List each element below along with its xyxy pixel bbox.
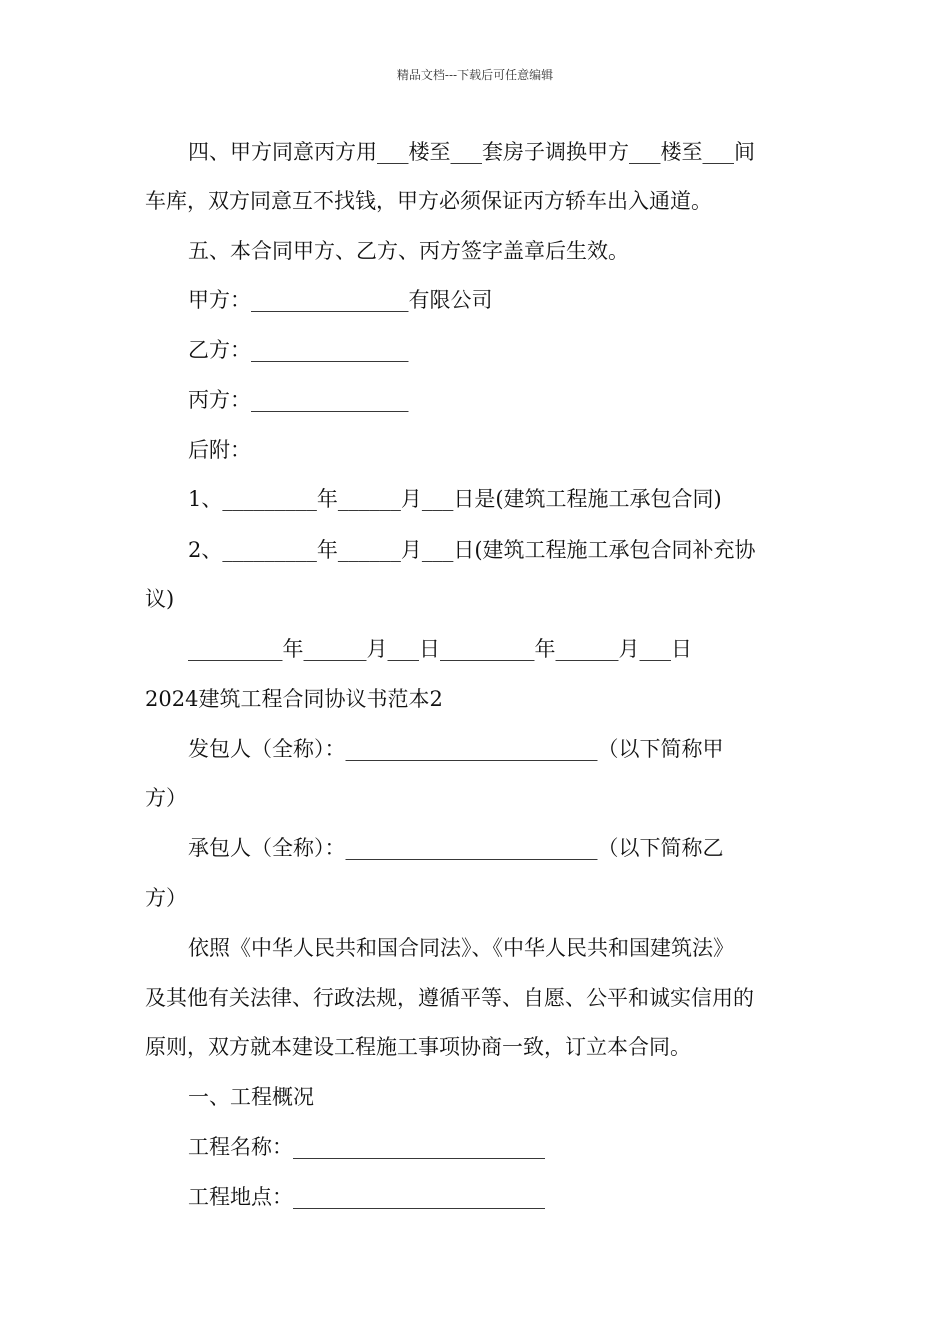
employer-line: 发包人（全称）：________________________（以下简称甲 (188, 737, 724, 761)
clause-4-line-2: 车库，双方同意互不找钱，甲方必须保证丙方轿车出入通道。 (145, 189, 712, 213)
contractor-line: 承包人（全称）：________________________（以下简称乙 (188, 836, 724, 860)
signature-dates: _________年______月___日_________年______月___日 (188, 637, 692, 661)
clause-4-line-1: 四、甲方同意丙方用___楼至___套房子调换甲方___楼至___间 (188, 140, 755, 164)
appendix-item-2: 2、_________年______月___日(建筑工程施工承包合同补充协 (188, 538, 756, 562)
section-title: 2024建筑工程合同协议书范本2 (145, 687, 443, 711)
section-1-heading: 一、工程概况 (188, 1085, 314, 1109)
clause-5: 五、本合同甲方、乙方、丙方签字盖章后生效。 (188, 239, 629, 263)
project-location-field: 工程地点：________________________ (188, 1185, 545, 1209)
preamble-line-1: 依照《中华人民共和国合同法》、《中华人民共和国建筑法》 (188, 936, 734, 960)
appendix-label: 后附： (188, 438, 251, 462)
party-a-signature: 甲方：_______________有限公司 (188, 288, 493, 312)
party-b-signature: 乙方：_______________ (188, 338, 409, 362)
appendix-item-1: 1、_________年______月___日是(建筑工程施工承包合同) (188, 487, 722, 511)
employer-line-cont: 方） (145, 786, 187, 810)
preamble-line-2: 及其他有关法律、行政法规，遵循平等、自愿、公平和诚实信用的 (145, 986, 754, 1010)
contractor-line-cont: 方） (145, 886, 187, 910)
page-header: 精品文档---下载后可任意编辑 (396, 68, 554, 82)
project-name-field: 工程名称：________________________ (188, 1135, 545, 1159)
party-c-signature: 丙方：_______________ (188, 388, 409, 412)
appendix-item-2-cont: 议) (145, 587, 175, 611)
preamble-line-3: 原则，双方就本建设工程施工事项协商一致，订立本合同。 (145, 1035, 691, 1059)
